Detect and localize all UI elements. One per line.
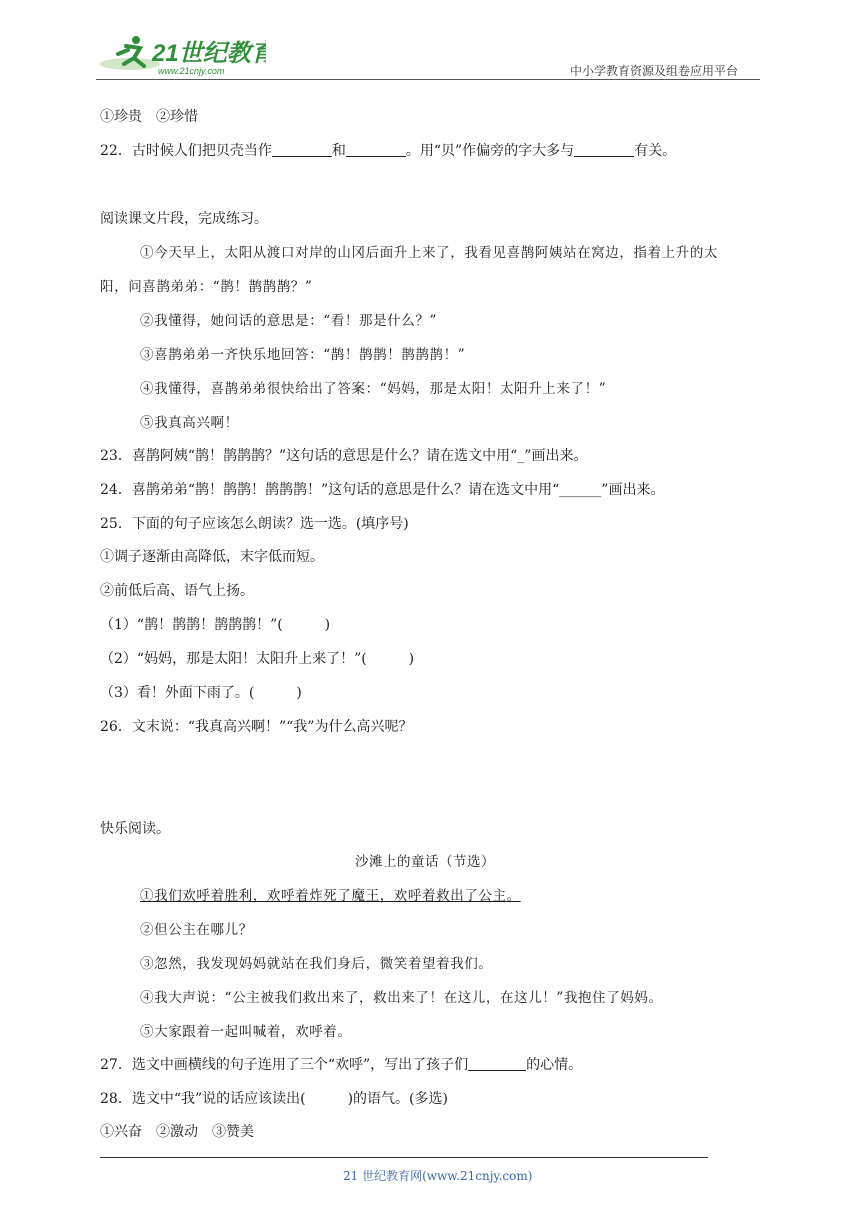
question-27: 27．选文中画横线的句子连用了三个“欢呼”，写出了孩子们 的心情。 — [100, 1057, 583, 1073]
passage-line: ②我懂得，她问话的意思是：“看！那是什么？” — [140, 313, 438, 329]
question-22: 22．古时候人们把贝壳当作 和 。用“贝”作偏旁的字大多与 有关。 — [100, 143, 677, 159]
option-line: ②前低后高、语气上扬。 — [100, 583, 254, 599]
sub-question: （3）看！外面下雨了。( ) — [100, 685, 302, 701]
passage-line: ⑤我真高兴啊！ — [140, 415, 239, 431]
passage-line: ①今天早上，太阳从渡口对岸的山冈后面升上来了，我看见喜鹊阿姨站在窝边，指着上升的太 — [140, 245, 719, 261]
question-28: 28．选文中“我”说的话应该读出( )的语气。(多选) — [100, 1091, 448, 1107]
passage-line: ④我大声说：“公主被我们救出来了，救出来了！在这儿，在这儿！”我抱住了妈妈。 — [140, 990, 663, 1006]
passage-line: ④我懂得，喜鹊弟弟很快给出了答案：“妈妈，那是太阳！太阳升上来了！” — [140, 381, 607, 397]
answer-blank[interactable] — [468, 1056, 526, 1071]
section-heading-happy-reading: 快乐阅读。 — [100, 821, 170, 837]
logo-text: 21世纪教育 — [152, 40, 266, 67]
question-24: 24．喜鹊弟弟“鹊！鹊鹊！鹊鹊鹊！”这句话的意思是什么？请在选文中用“______”画出来。 — [100, 482, 665, 498]
question-25: 25．下面的句子应该怎么朗读？选一选。(填序号) — [100, 516, 409, 532]
header-platform-text: 中小学教育资源及组卷应用平台 — [570, 64, 739, 78]
sub-question: （1）“鹊！鹊鹊！鹊鹊鹊！”( ) — [100, 617, 331, 633]
q28-options: ①兴奋 ②激动 ③赞美 — [100, 1124, 254, 1140]
passage-line: ③喜鹊弟弟一齐快乐地回答：“鹊！鹊鹊！鹊鹊鹊！” — [140, 347, 466, 363]
runner-logo-icon — [96, 34, 266, 78]
passage-line: ②但公主在哪儿？ — [140, 922, 253, 938]
answer-blank[interactable] — [574, 142, 634, 157]
header-divider — [96, 79, 760, 80]
answer-blank[interactable] — [272, 142, 332, 157]
passage-line: ⑤大家跟着一起叫喊着，欢呼着。 — [140, 1024, 352, 1040]
question-26: 26．文末说：“我真高兴啊！”“我”为什么高兴呢？ — [100, 719, 413, 735]
sub-question: （2）“妈妈，那是太阳！太阳升上来了！”( ) — [100, 651, 415, 667]
story-title: 沙滩上的童话（节选） — [355, 854, 495, 870]
passage-line: ③忽然，我发现妈妈就站在我们身后，微笑着望着我们。 — [140, 956, 493, 972]
q21-options: ①珍贵 ②珍惜 — [100, 109, 198, 125]
answer-blank[interactable] — [346, 142, 406, 157]
footer-divider — [100, 1157, 708, 1158]
question-23: 23．喜鹊阿姨“鹊！鹊鹊鹊？”这句话的意思是什么？请在选文中用“_”画出来。 — [100, 448, 588, 464]
footer-link[interactable]: 21 世纪教育网(www.21cnjy.com) — [343, 1169, 533, 1183]
passage-line: 阳，问喜鹊弟弟：“鹊！鹊鹊鹊？” — [100, 279, 313, 295]
underlined-sentence: ①我们欢呼着胜利，欢呼着炸死了魔王，欢呼着救出了公主。 — [140, 888, 521, 904]
site-logo — [96, 34, 266, 78]
logo-url: www.21cnjy.com — [158, 66, 225, 76]
section-heading-reading: 阅读课文片段，完成练习。 — [100, 211, 268, 227]
option-line: ①调子逐渐由高降低，末字低而短。 — [100, 549, 324, 565]
